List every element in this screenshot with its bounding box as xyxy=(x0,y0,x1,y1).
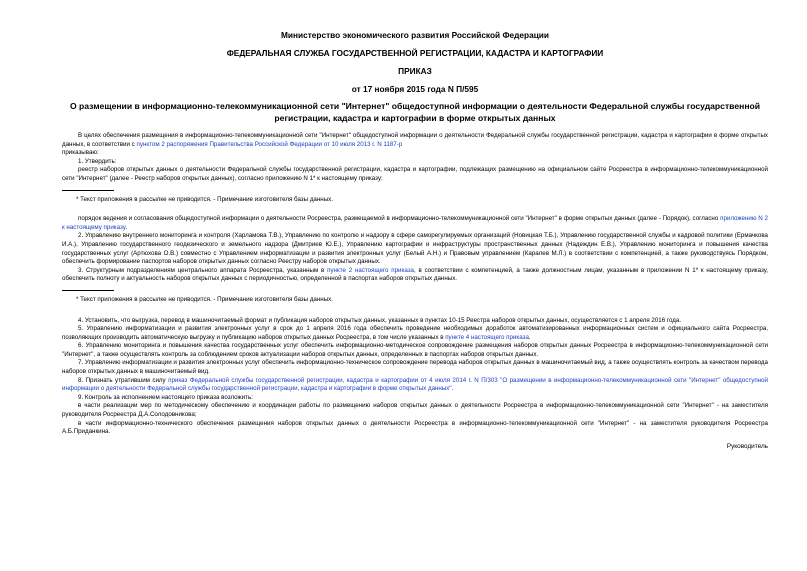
footnote-2: * Текст приложения в рассылке не приводится. - Примечание изготовителя базы данных. xyxy=(76,295,333,303)
item-1-registry: реестр наборов открытых данных о деятельности Федеральной службы государственной регистрации, кадастра и картографии, подлежащих размещению на официальном сайте Росреестра в информационно-телекоммуникационной сети "Интернет" (далее - Реестр наборов открытых данных), согласно приложению N 1* к настоящему приказу; xyxy=(62,166,768,182)
document-title: О размещении в информационно-телекоммуникационной сети "Интернет" общедоступной информации о деятельности Федеральной службы государственной регистрации, кадастра и картографии в форме открытых данных xyxy=(69,101,761,123)
item-9: 9. Контроль за исполнением настоящего приказа возложить: xyxy=(78,393,253,401)
document-body xyxy=(62,132,768,451)
footnote-separator-2 xyxy=(62,290,114,291)
item-1-procedure xyxy=(62,215,768,232)
item-8-end: . xyxy=(451,385,454,393)
item-5 xyxy=(62,325,768,342)
item-3-text-end: , в соответствии с компетенцией, а также должностным лицам, указанным в приложении N 1* к настоящему приказу, обеспечить полноту и актуальность наборов открытых данных с периодичностью, определенной в паспортах наборов открытых данных. xyxy=(62,266,768,283)
item-2: 2. Управлению внутреннего мониторинга и контроля (Харламова Т.В.), Управлению по контролю и надзору в сфере саморегулируемых организаций (Новицкая Т.Б.), Управлению государственной службы и кадровой политики (Ермачкова И.А.), Управлению государственного геодезического и земельного надзора (Дмитриев Ю.Е.), Управлению картографии и инфраструктуры пространственных данных (Надеждин Е.В.), Управлению мониторинга и повышения качества государственных услуг (Артюхова О.В.) совместно с Управлением информатизации и развития электронных услуг (Белый А.Н.) и Правовым управлением (Каралев М.Л.) в соответствии с компетенцией, а также руководствуясь Порядком, обеспечить формирование паспортов наборов открытых данных согласно Реестру наборов открытых данных. xyxy=(62,232,768,266)
orders-line: приказываю: xyxy=(62,149,99,157)
revoked-order-link[interactable]: приказ Федеральной службы государственной регистрации, кадастра и картографии от 4 июля 2014 г. N П/303 "О размещении в информационно-телекоммуникационной сети "Интернет" общедоступной информации о деятельности Федеральной службы государственной регистрации, кадастра и картографии в форме открытых данных" xyxy=(62,376,768,393)
footnote-separator-1 xyxy=(62,190,114,191)
doc-type-heading: ПРИКАЗ xyxy=(398,66,432,76)
item-3 xyxy=(62,267,768,284)
item-4: 4. Установить, что выгрузка, перевод в машиночитаемый формат и публикация наборов открытых данных, указанных в пунктах 10-15 Реестра наборов открытых данных, осуществляется с 1 апреля 2016 года. xyxy=(78,316,682,324)
item-7: 7. Управлению информатизации и развития электронных услуг обеспечить информационно-техническое сопровождение перевода наборов открытых данных в машиночитаемый вид, а также осуществлять контроль за качеством перевода наборов открытых данных в машиночитаемый вид. xyxy=(62,359,768,376)
government-order-link[interactable]: пунктом 2 распоряжения Правительства Российской Федерации от 10 июля 2013 г. N 1187-р xyxy=(136,140,403,148)
item-3-text-start: 3. Структурным подразделениям центрального аппарата Росреестра, указанным в xyxy=(78,266,328,274)
service-heading: ФЕДЕРАЛЬНАЯ СЛУЖБА ГОСУДАРСТВЕННОЙ РЕГИСТРАЦИИ, КАДАСТРА И КАРТОГРАФИИ xyxy=(226,48,604,58)
document-page xyxy=(62,30,768,451)
item-5-text: 5. Управлению информатизации и развития электронных услуг в срок до 1 апреля 2016 года обеспечить проведение необходимых доработок автоматизированных информационных систем и официального сайта Росреестра, позволяющих производить автоматическую выгрузку и публикацию наборов открытых данных Росреестра, в том числе указанных в xyxy=(62,325,768,341)
ministry-heading: Министерство экономического развития Российской Федерации xyxy=(280,30,550,40)
item-1: 1. Утвердить: xyxy=(78,157,117,165)
intro-text: В целях обеспечения размещения в информационно-телекоммуникационной сети "Интернет" общедоступной информации о деятельности Федеральной службы государственной регистрации, кадастра и картографии в форме открытых данных, в соответствии с xyxy=(62,132,768,148)
item-9-technical: в части информационно-технического обеспечения размещения наборов открытых данных о деятельности Росреестра в информационно-телекоммуникационной сети "Интернет" - на заместителя руководителя Росреестра А.Б.Приданкина. xyxy=(62,419,768,436)
item-8 xyxy=(62,377,768,394)
date-number-heading: от 17 ноября 2015 года N П/595 xyxy=(351,84,479,94)
item-5-end: . xyxy=(528,333,531,341)
item-9-methodical: в части реализации мер по методическому обеспечению и координации работы по размещению наборов открытых данных о деятельности Росреестра в информационно-телекоммуникационной сети "Интернет" - на заместителя руководителя Росреестра Д.А.Солодовникова; xyxy=(62,402,768,419)
appendix-2-link[interactable]: приложению N 2 к настоящему приказу xyxy=(62,215,768,231)
item-1-procedure-end: . xyxy=(125,223,127,231)
item-6: 6. Управлению мониторинга и повышения качества государственных услуг обеспечить информационно-методическое сопровождение размещения наборов открытых данных Росреестра в информационно-телекоммуникационной сети "Интернет", а также осуществлять контроль за соблюдением сроков актуализации наборов открытых данных, определенных в паспортах наборов открытых данных. xyxy=(62,342,768,358)
item-2-reference-link[interactable]: пункте 2 настоящего приказа xyxy=(327,266,414,274)
intro-paragraph xyxy=(62,132,768,149)
footnote-1: * Текст приложения в рассылке не приводится. - Примечание изготовителя базы данных. xyxy=(76,195,333,203)
item-4-reference-link[interactable]: пункте 4 настоящего приказа xyxy=(445,333,529,341)
item-8-text: 8. Признать утратившим силу xyxy=(78,376,169,384)
item-1-procedure-text: порядок ведения и согласования общедоступной информации о деятельности Росреестра, размещаемой в информационно-телекоммуникационной сети "Интернет" в форме открытых данных (далее - Порядок), согласно xyxy=(78,215,721,223)
signature-title: Руководитель xyxy=(726,442,768,450)
